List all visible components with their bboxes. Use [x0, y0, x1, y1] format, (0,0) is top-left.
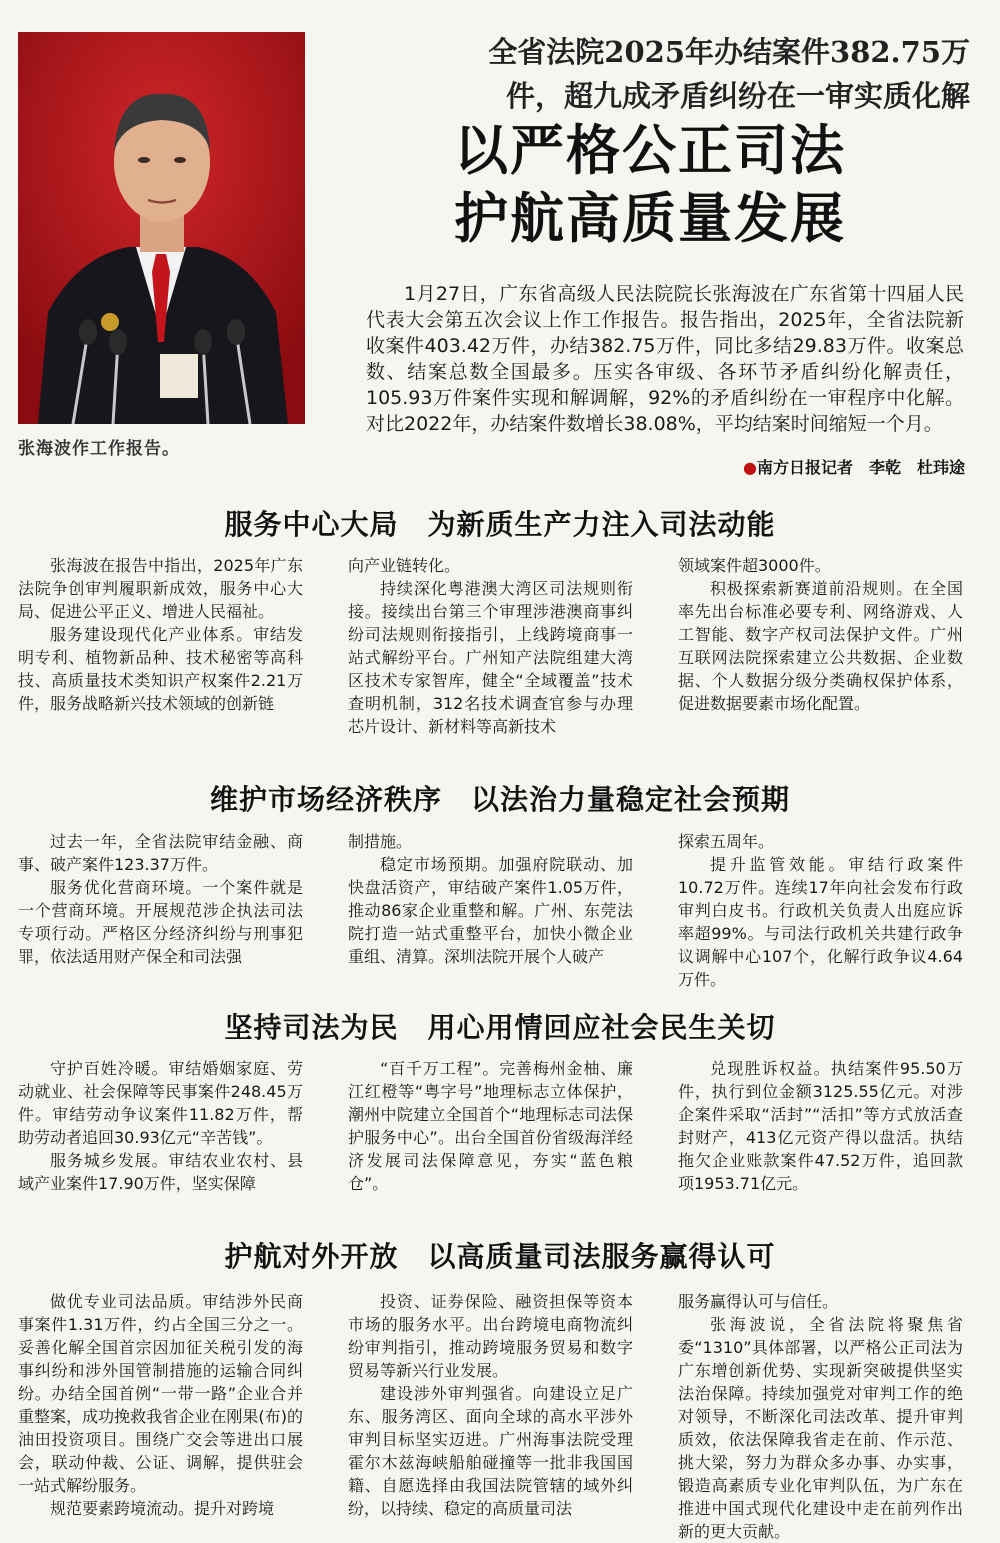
paragraph: 制措施。	[348, 832, 413, 851]
speaker-photo	[18, 32, 305, 424]
section-3-body	[18, 1057, 964, 1195]
section-4-column-1	[18, 1290, 303, 1543]
paragraph: 持续深化粤港澳大湾区司法规则衔接。接续出台第三个审理涉港澳商事纠纷司法规则衔接指引，上线跨境商事一站式解纷平台。广州知产法院组建大湾区技术专家智库，健全“全域覆盖”技术查明机制，312名技术调查官参与办理芯片设计、新材料等高新技术	[348, 579, 633, 736]
paragraph: 建设涉外审判强省。向建设立足广东、服务湾区、面向全球的高水平涉外审判目标坚实迈进。广州海事法院受理霍尔木兹海峡船舶碰撞等一批非我国国籍、自愿选择由我国法院管辖的域外纠纷，以持续、稳定的高质量司法	[348, 1384, 633, 1518]
section-2-body	[18, 830, 964, 991]
section-title-1: 服务中心大局 为新质生产力注入司法动能	[224, 508, 776, 541]
lead-text: 1月27日，广东省高级人民法院院长张海波在广东省第十四届人民代表大会第五次会议上作工作报告。报告指出，2025年，全省法院新收案件403.42万件，办结382.75万件，同比多结29.83万件。收案总数、结案总数全国最多。压实各审级、各环节矛盾纠纷化解责任，105.93万件案件实现和解调解，92%的矛盾纠纷在一审程序中化解。对比2022年，办结案件数增长38.08%，平均结案时间缩短一个月。	[366, 283, 964, 435]
section-4-column-3	[678, 1290, 963, 1543]
subheadline-line-2: 件，超九成矛盾纠纷在一审实质化解	[505, 79, 970, 113]
section-1-body	[18, 554, 964, 738]
byline-text: 南方日报记者 李乾 杜玮途	[756, 458, 965, 477]
lead-paragraph	[366, 281, 964, 437]
paragraph: 服务建设现代化产业体系。审结发明专利、植物新品种、技术秘密等高科技、高质量技术类知识产权案件2.21万件，服务战略新兴技术领域的创新链	[18, 625, 303, 713]
section-3-column-1	[18, 1057, 303, 1195]
section-4-column-2	[348, 1290, 633, 1543]
paragraph: 张海波在报告中指出，2025年广东法院争创审判履职新成效，服务中心大局、促进公平正义、增进人民福祉。	[18, 556, 303, 621]
paragraph: “百千万工程”。完善梅州金柚、廉江红橙等“粤字号”地理标志立体保护，潮州中院建立全国首个“地理标志司法保护服务中心”。出台全国首份省级海洋经济发展司法保障意见，夯实“蓝色粮仓”。	[348, 1059, 633, 1193]
paragraph: 守护百姓冷暖。审结婚姻家庭、劳动就业、社会保障等民事案件248.45万件。审结劳动争议案件11.82万件，帮助劳动者追回30.93亿元“辛苦钱”。	[18, 1059, 303, 1147]
section-1-column-2	[348, 554, 633, 738]
paragraph: 稳定市场预期。加强府院联动、加快盘活资产，审结破产案件1.05万件，推动86家企业重整和解。广州、东莞法院打造一站式重整平台，加快小微企业重组、清算。深圳法院开展个人破产	[348, 855, 633, 966]
subheadline-line-1: 全省法院2025年办结案件382.75万	[488, 35, 970, 69]
paragraph: 规范要素跨境流动。提升对跨境	[50, 1499, 275, 1518]
paragraph: 向产业链转化。	[348, 556, 461, 575]
section-1-column-1	[18, 554, 303, 738]
section-2-column-1	[18, 830, 303, 991]
byline	[700, 455, 965, 478]
section-3-column-2	[348, 1057, 633, 1195]
section-1-column-3	[678, 554, 963, 738]
byline-dot-icon: ●	[743, 458, 757, 477]
paragraph: 领域案件超3000件。	[678, 556, 831, 575]
paragraph: 服务赢得认可与信任。	[678, 1292, 839, 1311]
paragraph: 过去一年，全省法院审结金融、商事、破产案件123.37万件。	[18, 832, 303, 874]
paragraph: 张海波说，全省法院将聚焦省委“1310”具体部署，以严格公正司法为广东增创新优势、实现新突破提供坚实法治保障。持续加强党对审判工作的绝对领导，不断深化司法改革、提升审判质效，依法保障我省走在前、作示范、挑大梁，努力为群众多办事、办实事，锻造高素质专业化审判队伍，为广东在推进中国式现代化建设中走在前列作出新的更大贡献。	[678, 1315, 963, 1541]
headline-line-2: 护航高质量发展	[454, 186, 846, 250]
photo-caption: 张海波作工作报告。	[18, 439, 180, 459]
paragraph: 做优专业司法品质。审结涉外民商事案件1.31万件，约占全国三分之一。妥善化解全国首宗因加征关税引发的海事纠纷和涉外国管制措施的运输合同纠纷。办结全国首例“一带一路”企业合并重整案，成功挽救我省企业在刚果(布)的油田投资项目。围绕广交会等进出口展会，联动仲裁、公证、调解，提供驻会一站式解纷服务。	[18, 1292, 303, 1495]
section-2-column-3	[678, 830, 963, 991]
paragraph: 提升监管效能。审结行政案件10.72万件。连续17年向社会发布行政审判白皮书。行政机关负责人出庭应诉率超99%。与司法行政机关共建行政争议调解中心107个，化解行政争议4.64万件。	[678, 855, 963, 989]
paragraph: 服务优化营商环境。一个案件就是一个营商环境。开展规范涉企执法司法专项行动。严格区分经济纠纷与刑事犯罪，依法适用财产保全和司法强	[18, 878, 303, 966]
headline-line-1: 以严格公正司法	[454, 118, 846, 182]
section-title-2: 维护市场经济秩序 以法治力量稳定社会预期	[209, 783, 790, 816]
paragraph: 探索五周年。	[678, 832, 775, 851]
section-4-body	[18, 1290, 964, 1543]
paragraph: 积极探索新赛道前沿规则。在全国率先出台标准必要专利、网络游戏、人工智能、数字产权司法保护文件。广州互联网法院探索建立公共数据、企业数据、个人数据分级分类确权保护体系，促进数据要素市场化配置。	[678, 579, 963, 713]
headline	[330, 116, 970, 252]
paragraph: 投资、证券保险、融资担保等资本市场的服务水平。出台跨境电商物流纠纷审判指引，推动跨境服务贸易和数字贸易等新兴行业发展。	[348, 1292, 633, 1380]
subheadline	[330, 30, 970, 118]
section-2-column-2	[348, 830, 633, 991]
section-3-column-3	[678, 1057, 963, 1195]
paragraph: 兑现胜诉权益。执结案件95.50万件，执行到位金额3125.55亿元。对涉企案件采取“活封”“活扣”等方式放活查封财产，413亿元资产得以盘活。执结拖欠企业账款案件47.52万件，追回款项1953.71亿元。	[678, 1059, 963, 1193]
paragraph: 服务城乡发展。审结农业农村、县域产业案件17.90万件，坚实保障	[18, 1151, 303, 1193]
section-title-3: 坚持司法为民 用心用情回应社会民生关切	[224, 1011, 776, 1044]
section-title-4: 护航对外开放 以高质量司法服务赢得认可	[224, 1240, 776, 1273]
